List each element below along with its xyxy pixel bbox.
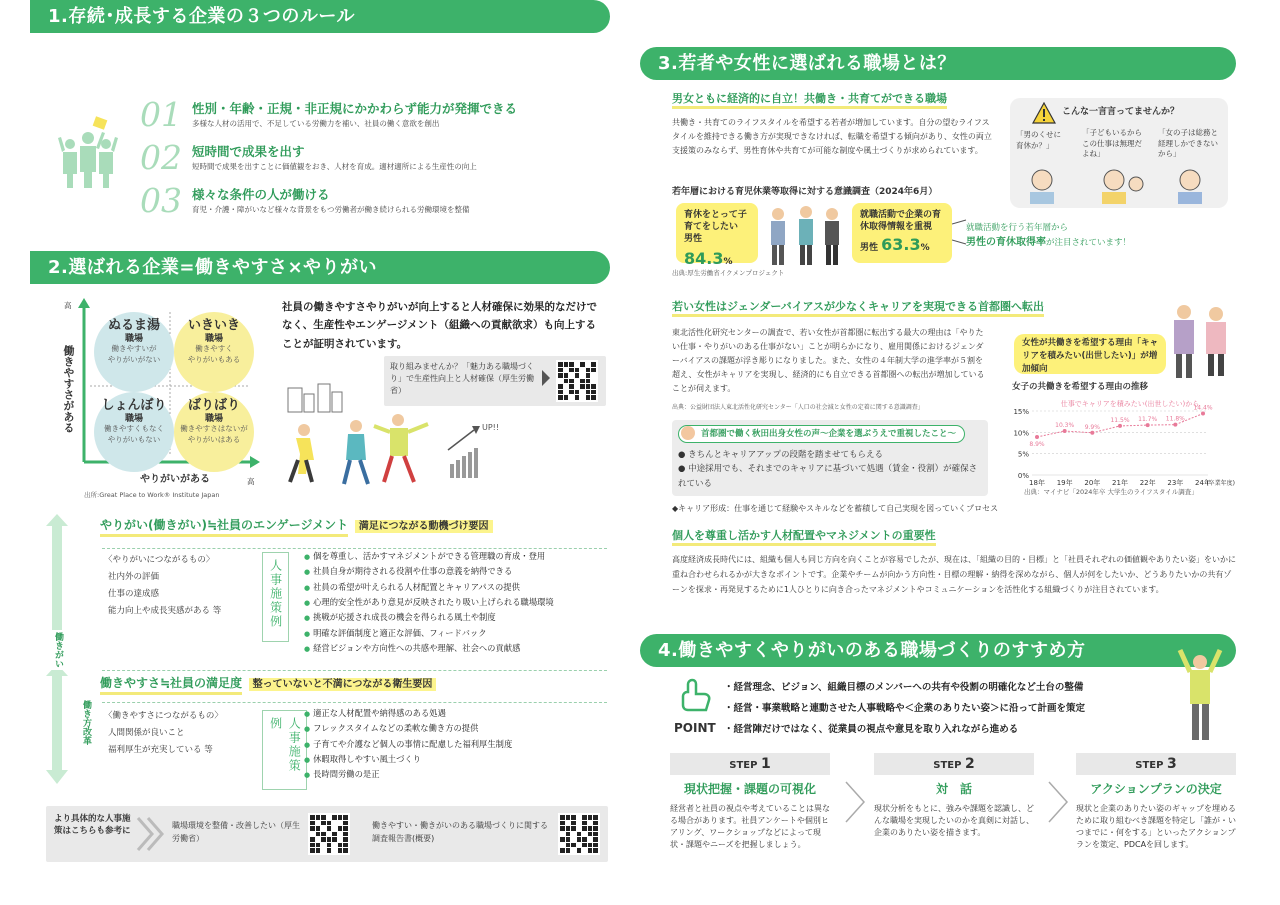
running-people-illustration: [282, 380, 602, 500]
s3a-source: 出典:厚生労働省イクメンプロジェクト: [672, 269, 785, 277]
quadrant-desc: 働きやすくもなく やりがいもない: [104, 424, 164, 444]
yasusa-vlabel: 人事施策例: [262, 710, 307, 790]
rule-title: 様々な条件の人が働ける: [192, 186, 330, 202]
rule-sub: 育児・介護・障がいなど様々な背景をもつ労働者が働き続けられる労働環境を整備: [192, 204, 470, 214]
voice-item: ● きちんとキャリアアップの段階を踏ませてもらえる: [678, 450, 884, 460]
pointing-hand-icon: [678, 676, 714, 714]
data-label: 14.4%: [1193, 404, 1213, 412]
stat-1-value: 84.3: [684, 249, 724, 269]
stat-1-unit: %: [723, 257, 733, 268]
yasusa-left: [104, 708, 223, 759]
step-1: [670, 753, 830, 851]
quadrant-title: いきいき: [187, 318, 240, 333]
trend-chart: [1010, 395, 1236, 487]
data-point: [1035, 435, 1039, 439]
voice-box: [672, 420, 988, 496]
s3c-title-wrap: [672, 529, 936, 546]
section1-header: 1.存続･成長する企業の３つのルール: [30, 0, 610, 33]
s3a-title: 男女ともに経済的に自立！共働き・共育てができる職場: [672, 92, 947, 109]
step-2-header: STEP 2: [874, 753, 1034, 775]
career-note: ◆キャリア形成：仕事を通じて経験やスキルなどを蓄積して自己実現を図っていくプロセス: [672, 504, 999, 513]
rule-title: 性別・年齢・正規・非正規にかかわらず能力が発揮できる: [192, 100, 518, 116]
quote-3: 「女の子は総務と経理しかできないから」: [1158, 128, 1218, 158]
s3b-source: 出典：公益財団法人東北活性化研究センター「人口の社会減と女性の定着に関する意識調査」: [672, 404, 924, 411]
bullet-item: ● 経営ビジョンや方向性への共感や理解、社会への貢献感: [304, 641, 554, 656]
s3a-title-wrap: [672, 92, 947, 109]
rule-item: [140, 132, 600, 182]
lead-text: 社員の働きやすさやりがいが向上すると人材確保に効果的なだけでなく、生産性やエンゲージメント（組織への貢献欲求）も向上することが証明されています。: [282, 301, 597, 350]
step-1-header: STEP 1: [670, 753, 830, 775]
voice-item: ● 中途採用でも、それまでのキャリアに基づいて処遇（賃金・役割）が確保されている: [678, 464, 978, 489]
reference-a[interactable]: 職場環境を整備・改善したい（厚生労働省）: [172, 821, 300, 843]
quadrant-nurumayu: [94, 312, 174, 392]
quote-2: 「子どもいるからこの仕事は無理だよね」: [1082, 128, 1142, 158]
quadrant-desc: 働きやすいが やりがいがない: [107, 344, 161, 364]
x-tick-label: 22年: [1139, 479, 1156, 487]
qr-code[interactable]: [558, 813, 600, 855]
yarigai-left-title: 〈やりがいにつながるもの〉: [104, 555, 215, 565]
quadrant-baribari: [174, 392, 254, 472]
y-tick-label: 10%: [1013, 429, 1029, 438]
bubble: 女性が共働きを希望する理由「キャリアを積みたい(出世したい)」が増加傾向: [1014, 334, 1166, 374]
x-note: (卒業年度): [1206, 480, 1235, 487]
step-3-header: STEP 3: [1076, 753, 1236, 775]
data-label: 11.7%: [1138, 416, 1158, 424]
quadrant-title: ばりばり: [187, 398, 240, 413]
yarigai-title-row: [100, 518, 493, 537]
axis-x-label: やりがいがある: [140, 474, 210, 485]
step-3: [1076, 753, 1236, 851]
quadrant-sub: 職場: [124, 413, 143, 424]
people-faces-illustration: [1024, 164, 1224, 204]
section4-header: 4.働きやすくやりがいのある職場づくりのすすめ方: [640, 634, 1236, 667]
rule-sub: 短時間で成果を出すことに価値観をおき、人材を育成。適材適所による生産性の向上: [192, 161, 477, 171]
step-3-desc: 現状と企業のありたい姿のギャップを埋めるために取り組むべき課題を特定し「誰が・いつまでに・何をする」といったアクションプランを策定、PDCAを回します。: [1076, 803, 1236, 849]
step-3-title: アクションプランの決定: [1090, 782, 1222, 796]
survey-title: 若年層における育児休業等取得に対する意識調査（2024年6月）: [672, 187, 938, 197]
yarigai-item: 仕事の達成感: [108, 589, 160, 599]
yarigai-vlabel: 人事施策例: [262, 552, 289, 642]
stat-2-gender: 男性: [860, 243, 879, 254]
data-point: [1118, 424, 1122, 428]
step-1-title: 現状把握・課題の可視化: [683, 782, 816, 796]
quadrant-title: しょんぼり: [101, 398, 167, 413]
stat-2: [852, 203, 952, 263]
data-label: 10.3%: [1055, 422, 1075, 430]
data-point: [1173, 423, 1177, 427]
quadrant-ikiiki: [174, 312, 254, 392]
warning-icon: [1032, 102, 1056, 124]
reference-lead: より具体的な人事施策はこちらも参考に: [54, 814, 131, 836]
x-tick-label: 18年: [1029, 479, 1045, 487]
yasusa-item: 福利厚生が充実している 等: [108, 745, 213, 755]
step-2: [874, 753, 1034, 839]
data-label: 11.5%: [1110, 416, 1130, 424]
note-line3: が注目されています！: [1046, 237, 1132, 248]
stat-2-value: 63.3: [881, 235, 921, 255]
stat-1-label: 育休をとって子育てをしたい: [684, 210, 747, 233]
s3b-title-wrap: [672, 300, 1044, 317]
quadrant-sub: 職場: [124, 333, 143, 344]
axis-high-x: 高: [247, 477, 255, 486]
rule-number: 01: [140, 94, 182, 134]
bullet-item: ● 適正な人材配置や納得感のある処遇: [304, 706, 512, 721]
point-item: ・経営陣だけではなく、従業員の視点や意見を取り入れながら進める: [724, 723, 1019, 735]
bullet-item: ● 社員の希望が叶えられる人材配置とキャリアパスの提供: [304, 580, 554, 595]
yarigai-item: 社内外の評価: [108, 572, 160, 582]
rule-item: [140, 182, 600, 218]
quadrant-sub: 職場: [204, 333, 223, 344]
x-tick-label: 24年: [1195, 479, 1211, 487]
data-point: [1201, 412, 1205, 416]
bullet-item: ● 個を尊重し、活かすマネジメントができる管理職の育成・登用: [304, 549, 554, 564]
chevron-right-icon: [843, 780, 867, 824]
y-tick-label: 15%: [1013, 408, 1029, 416]
section3-header: 3.若者や女性に選ばれる職場とは？: [640, 47, 1236, 80]
step-2-desc: 現状分析をもとに、強みや課題を認識し、どんな職場を実現したいのかを真剣に対話し、企業のありたい姿を描きます。: [874, 803, 1034, 837]
side-label-hatarakigai: 働きがい: [50, 630, 64, 670]
point-label: POINT: [674, 721, 716, 735]
yarigai-left: [104, 552, 221, 620]
data-point: [1090, 431, 1094, 435]
stat-1-gender: 男性: [684, 234, 703, 245]
yarigai-title: やりがい(働きがい)≒社員のエンゲージメント: [100, 518, 348, 537]
bullet-item: ● 社員自身が期待される役割や仕事の意義を納得できる: [304, 564, 554, 579]
y-tick-label: 0%: [1017, 472, 1029, 480]
matrix-source: 出所:Great Place to Work® Institute Japan: [84, 491, 220, 499]
bullet-item: ● 心理的安全性があり意見が反映されたり吸い上げられる職場環境: [304, 595, 554, 610]
step-2-title: 対 話: [935, 782, 972, 796]
bullet-item: ● フレックスタイムなどの柔軟な働き方の提供: [304, 721, 512, 736]
divider: [102, 702, 607, 703]
s3b-title: 若い女性はジェンダーバイアスが少なくキャリアを実現できる首都圏へ転出: [672, 300, 1044, 317]
s3a-note: [966, 222, 1131, 250]
note-line1: 就職活動を行う若年層から: [966, 223, 1069, 233]
y-tick-label: 5%: [1017, 450, 1029, 459]
s3b-body: 東北活性化研究センターの調査で、若い女性が首都圏に転出する最大の理由は「やりたい仕事・やりがいのある仕事がない」ことが明らかになり、雇用関係におけるジェンダーバイアスの課題が浮き彫りになりました。また、女性の４年制大学の進学率が５割を超え、女性がキャリアを実現し、経済的にも自立できる首都圏への転出が増加していることが伺えます。: [672, 328, 985, 393]
stat-1: [676, 203, 758, 269]
young-people-illustration: [766, 204, 846, 268]
side-label-hatarakikata: 働き方改革: [80, 700, 91, 745]
axis-y-label: 働きやすさがある: [62, 345, 76, 433]
s3c-title: 個人を尊重し活かす人材配置やマネジメントの重要性: [672, 529, 936, 546]
warning-title: こんな一言言ってませんか？: [1062, 107, 1180, 117]
chevron-right-icon: [1046, 780, 1070, 824]
reference-box: [46, 806, 608, 862]
quote-1: 「男のくせに育休か？」: [1016, 130, 1061, 150]
rule-title: 短時間で成果を出す: [192, 143, 305, 159]
stat-2-label: 就職活動で企業の育休取得情報を重視: [860, 210, 942, 233]
quadrant-shonbori: [94, 392, 174, 472]
quadrant-desc: 働きやすく やりがいもある: [187, 344, 241, 364]
bullet-item: ● 子育てや介護など個人の事情に配慮した福利厚生制度: [304, 737, 512, 752]
stat-2-unit: %: [920, 243, 930, 254]
yasusa-title-row: [100, 676, 436, 695]
voice-list: [678, 448, 978, 491]
divider: [102, 670, 607, 671]
yarigai-tag: 満足につながる動機づけ要因: [355, 520, 493, 533]
point-item: ・経営・事業戦略と連動させた人事戦略や＜企業のありたい姿＞に沿って計画を策定: [724, 702, 1086, 714]
voice-title: 首都圏で働く秋田出身女性の声〜企業を選ぶうえで重視したこと〜: [678, 425, 965, 443]
point-item: ・経営理念、ビジョン、組織目標のメンバーへの共有や役割の明確化など土台の整備: [724, 682, 1084, 693]
rules-list: [140, 96, 600, 218]
rule-item: [140, 96, 600, 132]
quadrant-sub: 職場: [204, 413, 223, 424]
quadrant-title: ぬるま湯: [107, 318, 160, 333]
series-name: 仕事でキャリアを積みたい(出世したい)から: [1060, 400, 1200, 408]
yasusa-title: 働きやすさ≒社員の満足度: [100, 676, 242, 695]
x-tick-label: 19年: [1056, 479, 1073, 487]
reference-b[interactable]: 働きやすい・働きがいのある職場づくりに関する調査報告書(概要): [372, 821, 548, 843]
data-label: 8.9%: [1029, 441, 1045, 449]
s3a-body: 共働き・共育てのライフスタイルを希望する若者が増加しています。自分の望むライフスタイルを維持できる働き方が実現できなければ、転職を希望する傾向があり、女性の両立支援策のみならず、男性育休や共育てが可能な制度や風土づくりが求められています。: [672, 118, 992, 155]
man-cheering-illustration: [1176, 640, 1226, 744]
yasusa-left-title: 〈働きやすさにつながるもの〉: [104, 711, 223, 721]
section2-header: 2.選ばれる企業=働きやすさ×やりがい: [30, 251, 610, 284]
up-text: UP!!: [482, 423, 500, 432]
rule-number: 03: [140, 180, 182, 220]
chevron-right-icon: [136, 816, 166, 852]
bullet-item: ● 挑戦が応援され成長の機会を得られる風土や制度: [304, 610, 554, 625]
rule-sub: 多様な人材の活用で、不足している労働力を補い、社員の働く意欲を創出: [192, 118, 440, 128]
yasusa-bullets: [304, 706, 512, 783]
yarigai-bullets: [304, 549, 554, 656]
x-tick-label: 23年: [1167, 479, 1184, 487]
qr-code[interactable]: [308, 813, 350, 855]
data-label: 9.9%: [1084, 423, 1100, 431]
people-cheering-icon: [58, 112, 118, 192]
data-point: [1063, 429, 1067, 433]
warning-box: [1010, 98, 1228, 208]
points-list: [724, 678, 1085, 741]
bullet-item: ● 長時間労働の是正: [304, 767, 512, 782]
yarigai-item: 能力向上や成長実感がある 等: [108, 606, 222, 616]
chart-title: 女子の共働きを希望する理由の推移: [1012, 382, 1149, 392]
step-1-desc: 経営者と社員の視点や考えていることは異なる場合があります。社員アンケートや個別ヒアリング、ワークショップなどによって現状・課題やニーズを把握しましょう。: [670, 803, 830, 849]
axis-high-y: 高: [64, 301, 72, 310]
rule-number: 02: [140, 137, 182, 177]
note-highlight: 男性の育休取得率: [966, 236, 1046, 248]
x-tick-label: 21年: [1112, 479, 1128, 487]
yasusa-item: 人間関係が良いこと: [108, 728, 185, 738]
data-label: 11.8%: [1165, 415, 1185, 423]
s3c-body: 高度経済成長時代には、組織も個人も同じ方向を向くことが容易でしたが、現在は、「組織の目的・目標」と「社員それぞれの価値観やありたい姿」をいかに重ね合わせられるかが大きなポイントです。企業やチームが向かう方向性・目標の理解・納得を深めながら、個人が何をしたいか、どうありたいかの共有ゾーンを探求・再発見するために1人ひとりに向き合ったマネジメントやコミュニケーションを活性化する組織づくりが注目されています。: [672, 555, 1236, 594]
try-text: 取り組みませんか？「魅力ある職場づくり」で生産性向上と人材確保（厚生労働省）: [390, 362, 534, 395]
bullet-item: ● 明確な評価制度と適正な評価、フィードバック: [304, 626, 554, 641]
women-illustration: [1166, 300, 1236, 380]
chart-source: 出典：マイナビ「2024年卒 大学生のライフスタイル調査」: [1024, 488, 1198, 496]
bullet-item: ● 休暇取得しやすい風土づくり: [304, 752, 512, 767]
quadrant-desc: 働きやすさはないが やりがいはある: [180, 424, 248, 444]
data-point: [1146, 423, 1150, 427]
yasusa-tag: 整っていないと不満につながる衛生要因: [249, 678, 437, 691]
woman-avatar-icon: [681, 426, 695, 440]
x-tick-label: 20年: [1084, 479, 1101, 487]
